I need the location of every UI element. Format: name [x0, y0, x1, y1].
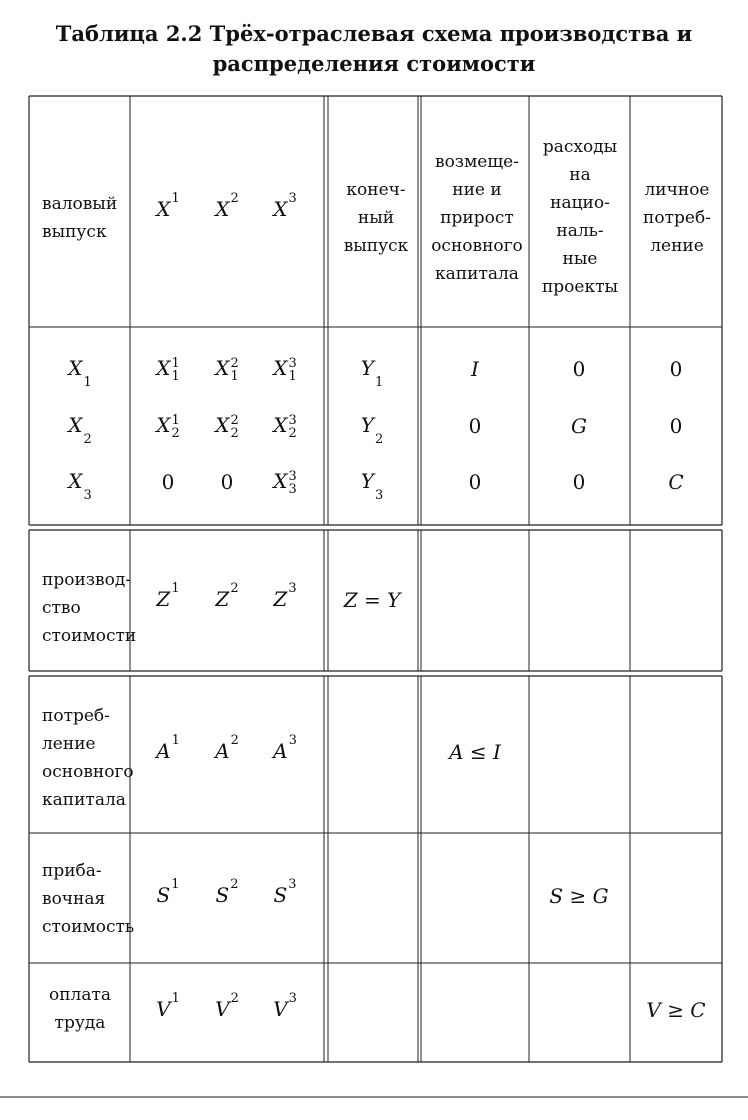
final-output-cell: Y 2: [360, 412, 384, 447]
surplus-value-label-line: стоимость: [42, 917, 135, 937]
header-capital-replacement-line: прирост: [440, 208, 514, 228]
header-final-output: [336, 176, 416, 260]
value-production-label-line: ство: [42, 598, 81, 618]
flow-cell: 0: [161, 470, 175, 494]
final-output-cell: Y 3: [360, 468, 384, 503]
labor-payment-label-line: труда: [54, 1013, 106, 1033]
surplus-value-cell: S 2: [215, 876, 239, 907]
capital-consumption-label-line: основного: [42, 762, 134, 782]
row-label-2: X 2: [68, 412, 92, 447]
value-production-label: [42, 566, 136, 650]
header-national-projects-line: проекты: [541, 277, 619, 297]
header-capital-replacement: [424, 148, 530, 288]
row-label-1: X 1: [68, 355, 92, 390]
consumption-cell: 0: [669, 414, 683, 438]
flow-cell: X 2 2: [215, 412, 239, 441]
header-sector-1: X 1: [156, 190, 180, 221]
header-national-projects-line: расходы: [542, 137, 618, 157]
header-final-output-line: ный: [357, 208, 395, 228]
header-capital-replacement-line: капитала: [435, 264, 519, 284]
capital-consumption-relation: A ≤ I: [449, 740, 501, 764]
labor-payment-cell: V 3: [273, 990, 297, 1021]
header-national-projects: [531, 133, 629, 301]
flow-cell: X 1 2: [156, 412, 180, 441]
header-personal-consumption-line: личное: [644, 180, 710, 200]
capital-consumption-label-line: капитала: [42, 790, 126, 810]
header-gross-output-line: выпуск: [42, 222, 107, 242]
final-output-cell: Y 1: [360, 355, 384, 390]
value-production-cell: Z 3: [273, 580, 297, 611]
flow-cell: X 2 1: [215, 355, 239, 384]
value-production-label-line: стоимости: [42, 626, 137, 646]
header-national-projects-line: наль-: [556, 221, 604, 241]
header-capital-replacement-line: ние и: [452, 180, 502, 200]
consumption-cell: C: [668, 470, 684, 494]
projects-cell: G: [571, 414, 587, 438]
header-personal-consumption-line: потреб-: [643, 208, 711, 228]
capital-consumption-label-line: потреб-: [42, 706, 110, 726]
header-capital-replacement-line: основного: [431, 236, 523, 256]
flow-cell: X 3 3: [273, 468, 297, 497]
header-final-output-line: конеч-: [346, 180, 406, 200]
header-national-projects-line: на: [569, 165, 591, 185]
surplus-value-label-line: вочная: [42, 889, 106, 909]
consumption-cell: 0: [669, 357, 683, 381]
header-national-projects-line: ные: [562, 249, 598, 269]
surplus-value-cell: S 1: [156, 876, 180, 907]
labor-payment-label: [34, 981, 126, 1037]
labor-payment-cell: V 1: [156, 990, 180, 1021]
value-production-balance: Z = Y: [343, 588, 401, 612]
labor-payment-label-line: оплата: [48, 985, 112, 1005]
surplus-value-label-line: приба-: [42, 861, 102, 881]
labor-payment-relation: V ≥ C: [646, 998, 706, 1022]
flow-cell: X 3 1: [273, 355, 297, 384]
capital-consumption-cell: A 3: [273, 732, 297, 763]
value-production-label-line: производ-: [42, 570, 132, 590]
capital-cell: 0: [468, 470, 482, 494]
header-capital-replacement-line: возмеще-: [435, 152, 519, 172]
surplus-value-relation: S ≥ G: [549, 884, 609, 908]
capital-cell: 0: [468, 414, 482, 438]
flow-cell: X 3 2: [273, 412, 297, 441]
row-label-3: X 3: [68, 468, 92, 503]
header-personal-consumption-line: ление: [650, 236, 704, 256]
capital-consumption-label-line: ление: [42, 734, 96, 754]
header-sector-3: X 3: [273, 190, 297, 221]
table-caption-line-1: Таблица 2.2 Трёх-отраслевая схема производства и: [55, 21, 693, 46]
labor-payment-cell: V 2: [215, 990, 239, 1021]
flow-cell: 0: [220, 470, 234, 494]
capital-consumption-cell: A 1: [156, 732, 180, 763]
capital-consumption-cell: A 2: [215, 732, 239, 763]
header-personal-consumption: [632, 176, 722, 260]
header-national-projects-line: нацио-: [550, 193, 610, 213]
capital-cell: I: [471, 357, 479, 381]
value-production-cell: Z 1: [156, 580, 180, 611]
header-gross-output: [42, 190, 117, 246]
surplus-value-label: [42, 857, 134, 941]
table-caption-line-2: распределения стоимости: [212, 51, 536, 76]
header-sector-2: X 2: [215, 190, 239, 221]
flow-cell: X 1 1: [156, 355, 180, 384]
projects-cell: 0: [572, 357, 586, 381]
header-final-output-line: выпуск: [343, 236, 409, 256]
capital-consumption-label: [42, 702, 134, 814]
header-gross-output-line: валовый: [42, 194, 118, 214]
surplus-value-cell: S 3: [273, 876, 297, 907]
projects-cell: 0: [572, 470, 586, 494]
value-production-cell: Z 2: [215, 580, 239, 611]
